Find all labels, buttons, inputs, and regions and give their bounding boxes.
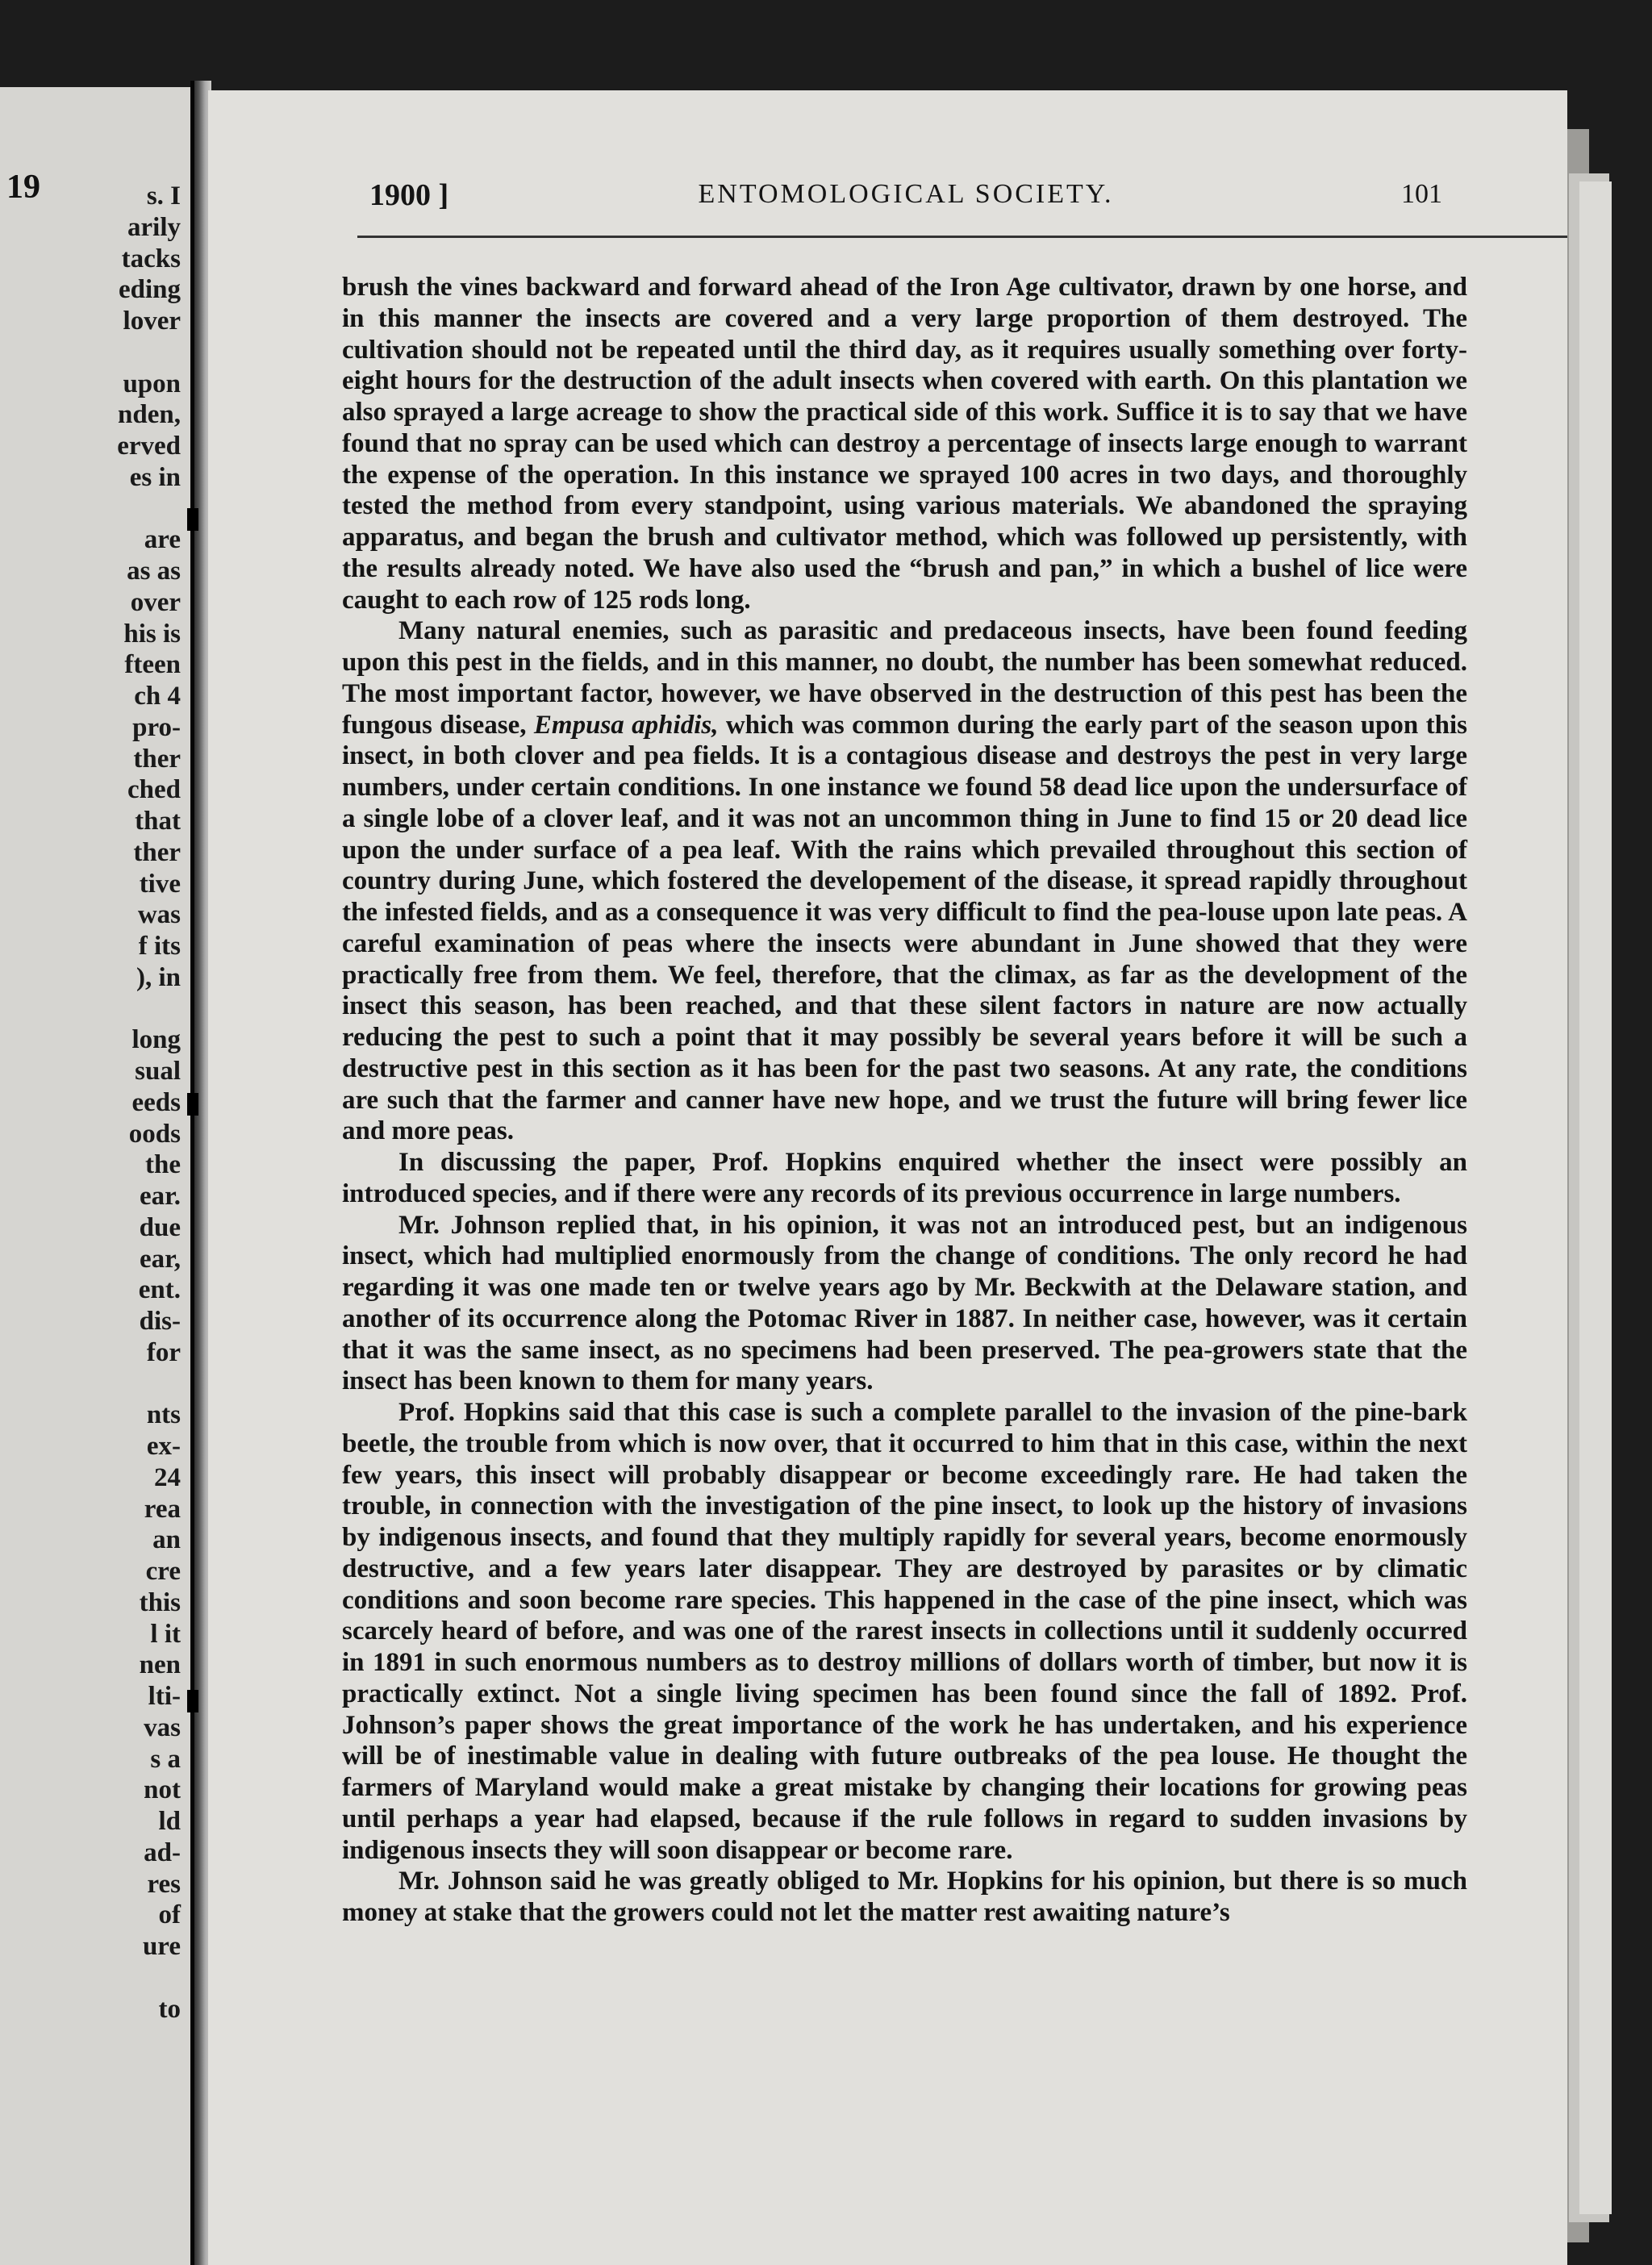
- left-page-line: rea: [144, 1494, 181, 1524]
- paragraph: brush the vines backward and forward ahead of the Iron Age cultivator, drawn by one horse, and in this manner the insects are covered and a very large proportion of them destroyed. The cultivation should not be repeated until the third day, as it requires usually something over forty-eight hours for the destruction of the adult insects when covered with earth. On this plantation we also sprayed a large acreage to show the practical side of this work. Suffice it is to say that we have found that no spray can be used which can destroy a percentage of insects large enough to warrant the expense of the operation. In this instance we sprayed 100 acres in two days, and thoroughly tested the method from every standpoint, using various materials. We abandoned the spraying apparatus, and began the brush and cultivator method, which was followed up persistently, with the results already noted. We have also used the “brush and pan,” in which a bushel of lice were caught to each row of 125 rods long.: [342, 273, 1467, 615]
- page-edge: [1579, 181, 1612, 2214]
- left-page-line: nts: [146, 1400, 181, 1430]
- left-page-line: eding: [118, 275, 181, 305]
- left-page-number: 19: [6, 169, 40, 206]
- paragraph: In discussing the paper, Prof. Hopkins enquired whether the insect were possibly an introduced species, and if there were any records of its previous occurrence in large numbers.: [342, 1148, 1467, 1208]
- binding-mark: [187, 508, 198, 531]
- left-page-line: the: [145, 1150, 181, 1180]
- left-page-line: tive: [139, 869, 181, 899]
- left-page-line: oods: [128, 1119, 181, 1149]
- left-page-line: his is: [123, 619, 181, 649]
- left-page-line: that: [135, 807, 181, 836]
- binding-mark: [187, 1690, 198, 1712]
- left-page-line: arily: [127, 212, 181, 242]
- left-page-line: lti-: [148, 1682, 181, 1711]
- left-page-line: not: [144, 1775, 181, 1805]
- paragraph: [342, 615, 1467, 1147]
- left-page-line: to: [158, 1994, 181, 2024]
- species-name: Empusa aphidis,: [533, 710, 719, 740]
- left-page-line: are: [144, 525, 181, 555]
- left-page-line: lover: [123, 307, 181, 336]
- left-page-line: ), in: [136, 962, 181, 992]
- left-page-line: sual: [135, 1057, 181, 1086]
- running-header: [369, 177, 1442, 226]
- left-page-line: es in: [129, 462, 181, 492]
- left-page-line: nen: [139, 1650, 181, 1680]
- left-page-line: of: [158, 1900, 181, 1930]
- left-page-line: cre: [145, 1557, 181, 1586]
- left-page-line: ther: [133, 837, 181, 867]
- left-page-line: ld: [158, 1807, 181, 1836]
- left-page-line: s. I: [146, 181, 181, 211]
- paragraph-text: Many natural enemies, such as parasitic and predaceous insects, have been found feeding upon this pest in the fields, and in this manner, no doubt, the number has been somewhat reduced. The most important factor, however, we have observed in the destruction of this pest has been the fungous disease,: [342, 616, 1467, 740]
- left-page-line: s a: [150, 1744, 181, 1774]
- left-page-line: for: [146, 1337, 181, 1367]
- left-page-line: was: [137, 900, 181, 930]
- left-page-line: as as: [127, 557, 181, 586]
- paragraph: Prof. Hopkins said that this case is such a complete parallel to the invasion of the pine-bark beetle, the trouble from which is now over, that it occurred to him that in this case, within the next few years, this insect will probably disappear or become exceedingly rare. He had taken the trouble, in connection with the investigation of the pine insect, to look up the history of invasions by indigenous insects, and found that they multiply rapidly for several years, become enormously destructive, and a few years later disappear. They are destroyed by parasites or by climatic conditions and soon become rare species. This happened in the case of the pine insect, which was scarcely heard of before, and was one of the rarest insects in collections until it suddenly occurred in 1891 in such enormous numbers as to destroy millions of dollars worth of timber, but now it is practically extinct. Not a single living specimen has been found since the fall of 1892. Prof. Johnson’s paper shows the great importance of the work he has undertaken, and his experience will be of inestimable value in dealing with future outbreaks of the pea louse. He thought the farmers of Maryland would make a great mistake by changing their locations for growing peas until perhaps a year had elapsed, because if the rule follows in regard to sudden invasions by indigenous insects they will soon disappear or become rare.: [342, 1398, 1467, 1865]
- left-page-line: long: [131, 1025, 181, 1055]
- left-page-line: upon: [123, 369, 181, 398]
- right-page: [208, 90, 1567, 2265]
- page-number: 101: [1401, 179, 1442, 209]
- left-page-line: ad-: [144, 1837, 181, 1867]
- left-page-line: tacks: [121, 244, 181, 273]
- left-page-line: ex-: [146, 1432, 181, 1461]
- paragraph: Mr. Johnson replied that, in his opinion, it was not an introduced pest, but an indigenous insect, which had multiplied enormously from the change of conditions. The only record he had regarding it was one made ten or twelve years ago by Mr. Beckwith at the Delaware station, and another of its occurrence along the Potomac River in 1887. In neither case, however, was it certain that it was the same insect, as no specimens had been preserved. The pea-growers state that the insect has been known to them for many years.: [342, 1210, 1467, 1396]
- left-page-line: f its: [138, 932, 181, 961]
- binding-mark: [187, 1093, 198, 1116]
- left-page-line: nden,: [118, 400, 181, 430]
- left-page-line: due: [139, 1212, 181, 1242]
- left-page-line: ure: [142, 1932, 181, 1961]
- left-page-line: this: [139, 1587, 181, 1617]
- left-page-line: ear.: [139, 1182, 181, 1211]
- spine-edge: [190, 81, 194, 2265]
- left-page-line: ch 4: [134, 682, 181, 711]
- body-text: [342, 272, 1467, 1929]
- left-page-line: ear,: [139, 1244, 181, 1274]
- left-page-line: 24: [154, 1462, 181, 1492]
- left-page-line: ent.: [138, 1275, 181, 1305]
- left-page-line: fteen: [124, 650, 181, 680]
- left-page-line: ther: [133, 744, 181, 774]
- left-page-line: an: [152, 1525, 181, 1555]
- left-page-line: eeds: [131, 1087, 181, 1117]
- left-page-line: ched: [127, 775, 181, 805]
- left-facing-page: [0, 87, 192, 2265]
- left-page-line: erved: [117, 432, 181, 461]
- left-page-line: res: [147, 1869, 181, 1899]
- paragraph-text: which was common during the early part of the season upon this insect, in both clover and pea fields. It is a contagious disease and destroys the pest in very large numbers, under certain conditions. In one instance we found 58 dead lice upon the undersurface of a single lobe of a clover leaf, and it was not an uncommon thing in June to find 15 or 20 dead lice upon the under surface of a pea leaf. With the rains which prevailed throughout this section of country during June, which fostered the developement of the disease, it spread rapidly throughout the infested fields, and as a consequence it was very difficult to find the pea-louse upon late peas. A careful examination of peas where the insects were abundant in June showed that they were practically free from them. We feel, therefore, that the climax, as far as the development of the insect this season, has been reached, and that these silent factors in nature are now actually reducing the pest to such a point that it may possibly be several years before it will be such a destructive pest in this section as it has been for the past two seasons. At any rate, the conditions are such that the farmer and canner have new hope, and we trust the future will bring fewer lice and more peas.: [342, 710, 1467, 1146]
- left-page-line: pro-: [132, 712, 181, 742]
- left-page-line: over: [130, 587, 181, 617]
- left-page-line: dis-: [139, 1307, 181, 1336]
- left-page-line: l it: [150, 1619, 181, 1649]
- header-rule: [357, 236, 1567, 238]
- left-page-line: vas: [144, 1712, 181, 1742]
- paragraph: Mr. Johnson said he was greatly obliged to Mr. Hopkins for his opinion, but there is so much money at stake that the growers could not let the matter rest awaiting nature’s: [342, 1867, 1467, 1927]
- header-year: 1900 ]: [369, 178, 449, 212]
- header-title: ENTOMOLOGICAL SOCIETY.: [698, 179, 1114, 209]
